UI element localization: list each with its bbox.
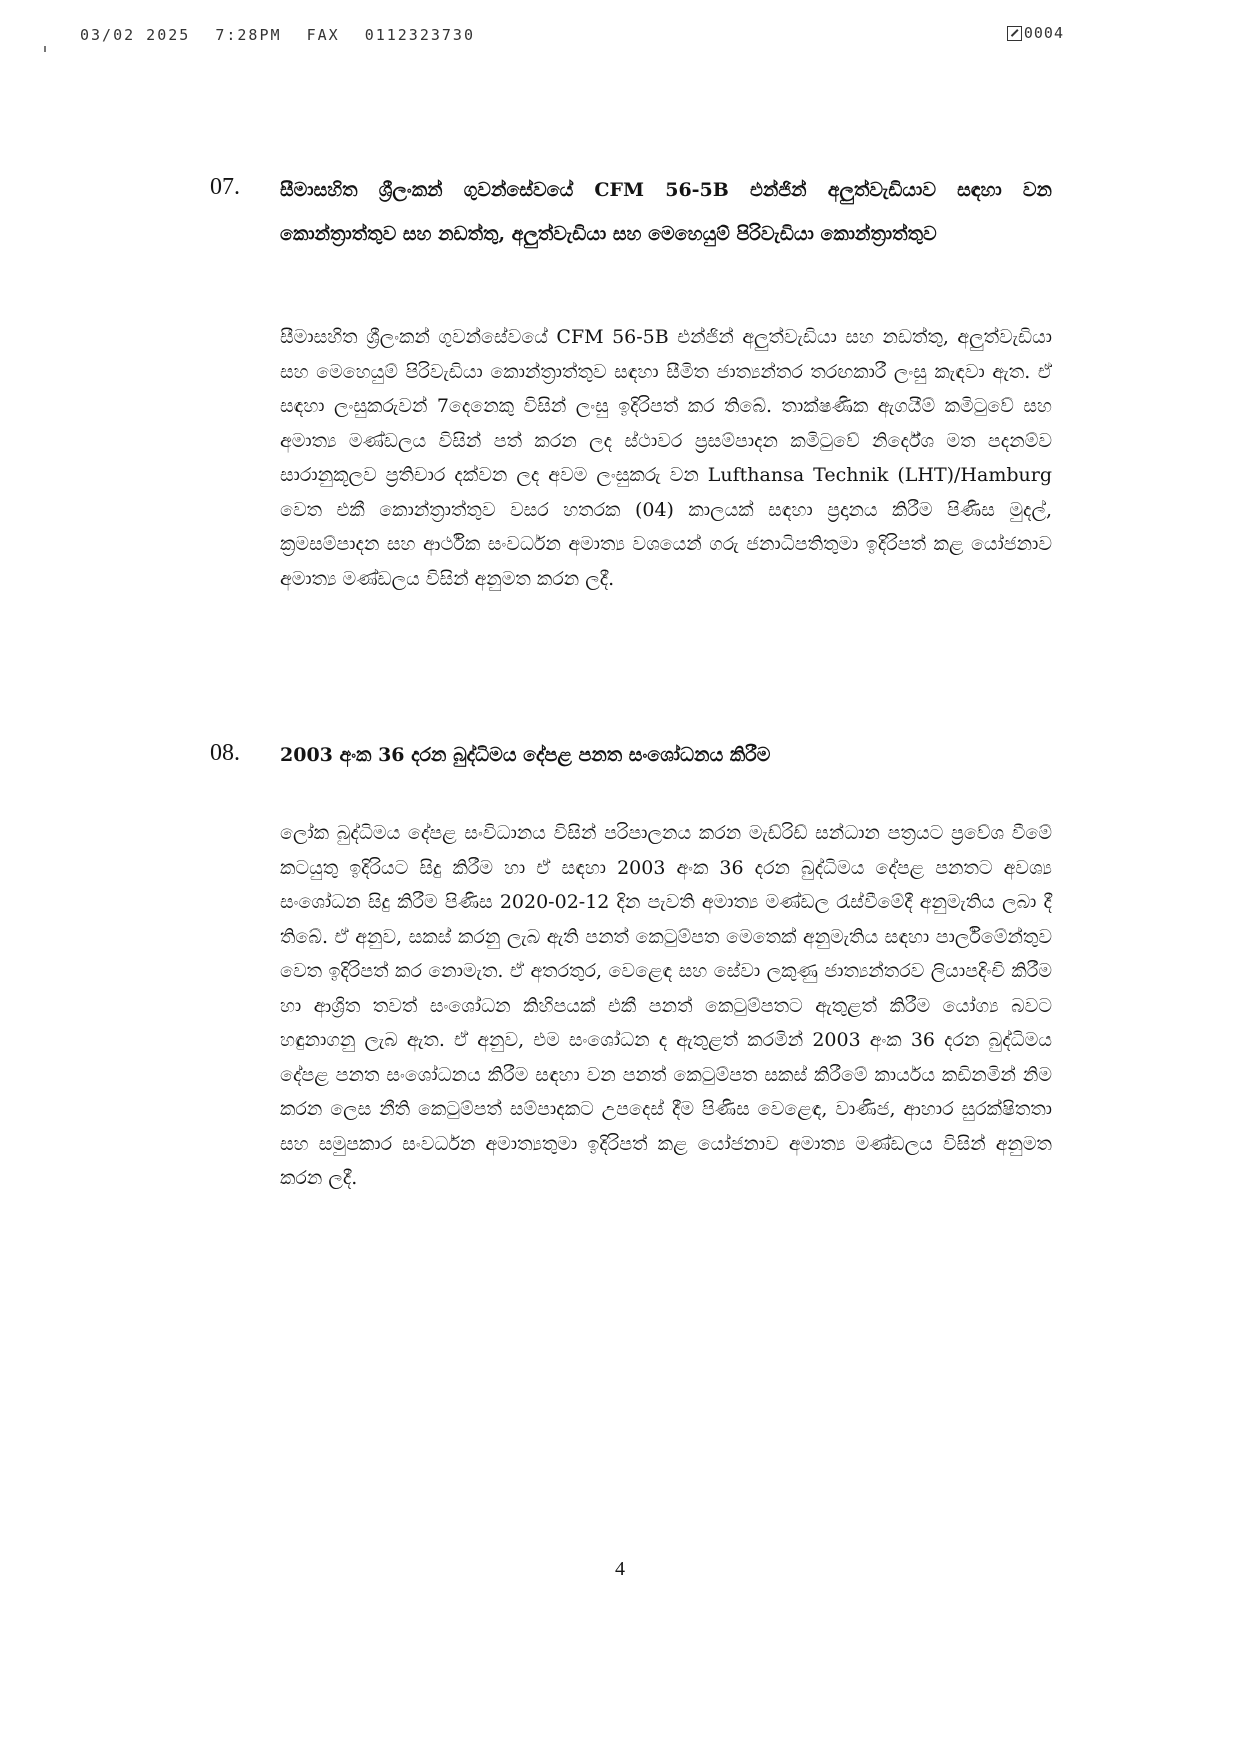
fax-number: 0112323730 (364, 26, 475, 44)
page-number: 4 (615, 1558, 625, 1580)
section-number: 07. (210, 174, 240, 200)
section-body: ලෝක බුද්ධිමය දේපළ සංවිධානය විසින් පරිපාලනය කරන මැඩ්රිඩ් සන්ධාන පත්‍රයට ප්‍රවේශ වීමේ කටයුතු ඉදිරියට සිදු කිරීම හා ඒ සඳහා 2003 අංක 36 දරන බුද්ධිමය දේපළ පනතට අවශ්‍ය සංශෝධන සිදු කිරීම පිණිස 2020-02-12 දින පැවති අමාත්‍ය මණ්ඩල රැස්වීමේදී අනුමැතිය ලබා දී තිබේ. ඒ අනුව, සකස් කරනු ලැබ ඇති පනත් කෙටුම්පත මෙතෙක් අනුමැතිය සඳහා පාර්ලිමේන්තුව වෙත ඉදිරිපත් කර නොමැත. ඒ අතරතුර, වෙළෙඳ සහ සේවා ලකුණු ජාත්‍යන්තරව ලියාපදිංචි කිරීම හා ආශ්‍රිත තවත් සංශෝධන කිහිපයක් එකී පනත් කෙටුම්පතට ඇතුළත් කිරීම යෝග්‍ය බවට හඳුනාගනු ලැබ ඇත. ඒ අනුව, එම සංශෝධන ද ඇතුළත් කරමින් 2003 අංක 36 දරන බුද්ධිමය දේපළ පනත සංශෝධනය කිරීම සඳහා වන පනත් කෙටුම්පත සකස් කිරීමේ කාර්යය කඩිනමින් නිම කරන ලෙස නීති කෙටුම්පත් සම්පාදකට උපදෙස් දීම පිණිස වෙළෙඳ, වාණිජ, ආහාර සුරක්ෂිතතා සහ සමුපකාර සංවර්ධන අමාත්‍යතුමා ඉදිරිපත් කළ යෝජනාව අමාත්‍ය මණ්ඩලය විසින් අනුමත කරන ලදී. (280, 822, 1052, 1189)
fax-label: FAX (306, 26, 340, 44)
section-body: සීමාසහිත ශ්‍රීලංකන් ගුවන්සේවයේ CFM 56-5B එන්ජින් අලුත්වැඩියා සහ නඩත්තු, අලුත්වැඩියා සහ මෙහෙයුම් පිරිවැඩියා කොන්ත්‍රාත්තුව සඳහා සීමිත ජාත්‍යන්තර තරඟකාරී ලංසු කැඳවා ඇත. ඒ සඳහා ලංසුකරුවන් 7දෙනෙකු විසින් ලංසු ඉදිරිපත් කර තිබේ. තාක්ෂණික ඇගයීම් කමිටුවේ සහ අමාත්‍ය මණ්ඩලය විසින් පත් කරන ලද ස්ථාවර ප්‍රසම්පාදන කමිටුවේ නිර්දේශ මත පදනම්ව සාරානුකූලව ප්‍රතිචාර දක්වන ලද අවම ලංසුකරු වන Lufthansa Technik (LHT)/Hamburg වෙත එකී කොන්ත්‍රාත්තුව වසර හතරක (04) කාලයක් සඳහා ප්‍රදානය කිරීම පිණිස මුදල්, ක්‍රමසම්පාදන සහ ආර්ථික සංවර්ධන අමාත්‍ය වශයෙන් ගරු ජනාධිපතිතුමා ඉදිරිපත් කළ යෝජනාව අමාත්‍ය මණ්ඩලය විසින් අනුමත කරන ලදී. (280, 326, 1052, 590)
section-number: 08. (210, 740, 240, 766)
margin-mark (44, 46, 46, 52)
fax-date: 03/02 2025 (80, 26, 191, 44)
fax-header (80, 26, 489, 44)
section-title: 2003 අංක 36 දරන බුද්ධිමය දේපළ පනත සංශෝධනය කිරීම (280, 744, 771, 766)
fax-page-id (1007, 24, 1064, 42)
fax-time: 7:28PM (215, 26, 282, 44)
checkbox-mark-icon (1007, 26, 1022, 41)
fax-page-number: 0004 (1023, 24, 1064, 42)
section-title: සීමාසහිත ශ්‍රීලංකන් ගුවන්සේවයේ CFM 56-5B එන්ජින් අලුත්වැඩියාව සඳහා වන කොන්ත්‍රාත්තුව සහ නඩත්තු, අලුත්වැඩියා සහ මෙහෙයුම් පිරිවැඩියා කොන්ත්‍රාත්තුව (280, 179, 1052, 245)
